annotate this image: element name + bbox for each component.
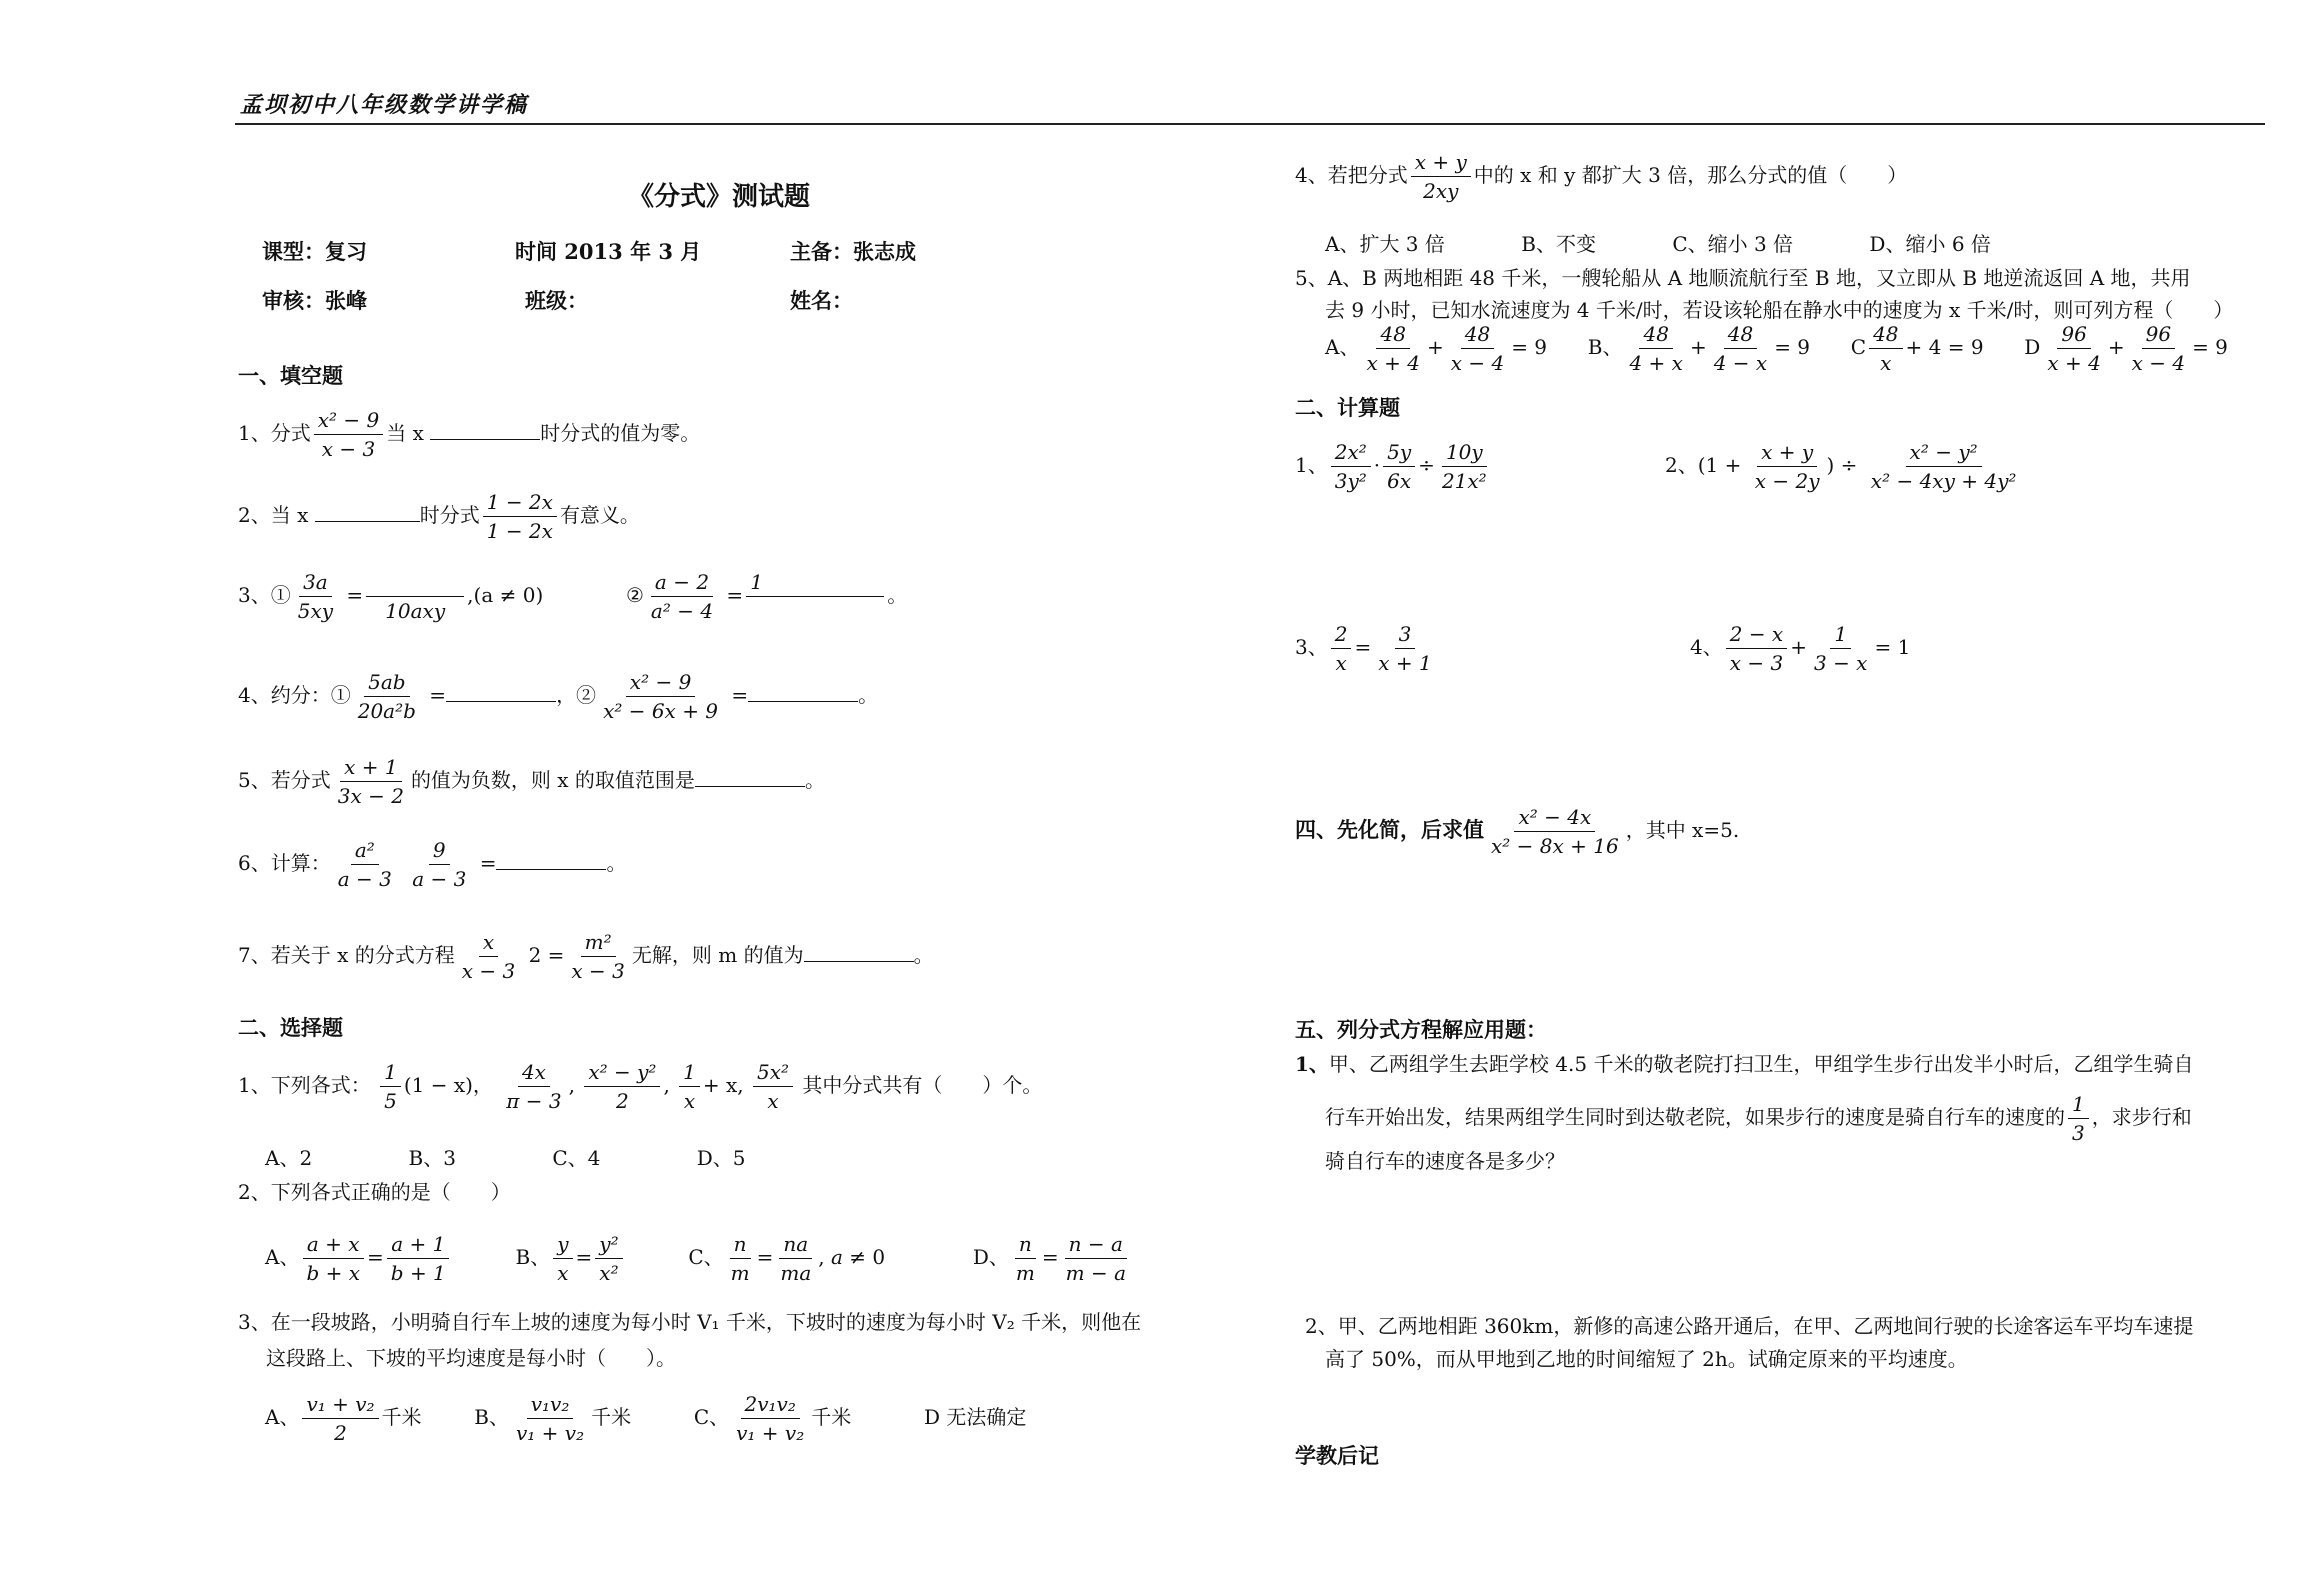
c2-option-d[interactable]: D、 $\frac{n}{m}$ = $\frac{n - a}{m - a}$ — [972, 1232, 1126, 1285]
c1-option-d[interactable]: D、5 — [696, 1146, 746, 1170]
c1-option-a[interactable]: A、2 — [265, 1146, 313, 1170]
r4-option-c[interactable]: C、缩小 3 倍 — [1672, 232, 1794, 256]
app-2-line2: 高了 50%，而从甲地到乙地的时间缩短了 2h。试确定原来的平均速度。 — [1325, 1347, 1968, 1371]
q3-eq1: = — [346, 583, 364, 607]
q3-den1b: 10axy — [385, 599, 446, 623]
q3-frac1 — [294, 570, 337, 623]
c3-option-d[interactable]: D 无法确定 — [923, 1405, 1027, 1429]
q7-frac2 — [567, 930, 628, 983]
r5-option-d[interactable]: D $\frac{96}{x + 4}$ + $\frac{96}{x - 4}$ = 9 — [2024, 322, 2228, 375]
q6-den2: a − 3 — [412, 867, 467, 891]
meta-course-type: 课型：复习 — [262, 239, 367, 264]
r5-option-a[interactable]: A、 $\frac{48}{x + 4}$ + $\frac{48}{x - 4}$ = 9 — [1325, 322, 1548, 375]
q7-post: 无解，则 m 的值为 — [631, 943, 804, 967]
c1-options — [265, 1142, 835, 1171]
q6-answer-blank[interactable] — [496, 851, 606, 870]
q1-den: x − 3 — [321, 437, 376, 461]
c3-option-b[interactable]: B、 $\frac{\text{v₁v₂}}{\text{v₁ + v₂}}$ 千米 — [474, 1392, 632, 1445]
c2-option-a[interactable]: A、 $\frac{a + x}{b + x}$ = $\frac{a + 1}{b + 1}$ — [265, 1245, 453, 1269]
meta-reviewer: 审核：张峰 — [262, 288, 367, 313]
question-3: 3、① $\frac{3a}{5xy}$ = 10axy ,(a ≠ 0) ② $\frac{a - 2}{\text{a² − 4}}$ = 1 。 — [238, 570, 908, 623]
q3-cond: ,(a ≠ 0) — [467, 583, 544, 607]
q6-pre: 6、计算： — [238, 851, 331, 875]
r4-option-a[interactable]: A、扩大 3 倍 — [1325, 232, 1445, 256]
app-1-line2: 行车开始出发，结果两组学生同时到达敬老院，如果步行的速度是骑自行车的速度的 $\frac{1}{3}$ ，求步行和 — [1325, 1092, 2192, 1145]
q7-num1: x — [479, 930, 498, 957]
r4-options — [1325, 228, 1991, 257]
q7-answer-blank[interactable] — [804, 943, 914, 962]
q4-mid: ，② — [556, 683, 597, 707]
q4-frac1 — [354, 670, 420, 723]
question-4: 4、约分：① $\frac{5ab}{\text{20a²b}}$ = ，② $\frac{\text{x² − 9}}{\text{x² − 6x + 9}}$ = 。 — [238, 670, 879, 723]
q2-post: 有意义。 — [559, 503, 640, 527]
q4-pre: 4、约分：① — [238, 683, 351, 707]
q7-end: 。 — [913, 943, 934, 967]
q1-fraction — [314, 408, 384, 461]
q3-den2: a² − 4 — [650, 599, 714, 623]
q5-num: x + 1 — [340, 755, 401, 782]
q6-post: 。 — [606, 851, 627, 875]
c3-option-a[interactable]: A、 $\frac{\text{v₁ + v₂}}{2}$ 千米 — [265, 1392, 422, 1445]
r5-line2: 去 9 小时，已知水流速度为 4 千米/时，若设该轮船在静水中的速度为 x 千米/时，则可列方程（ ） — [1325, 298, 2234, 322]
r4-option-d[interactable]: D、缩小 6 倍 — [1869, 232, 1991, 256]
q3-pre2: ② — [625, 583, 644, 607]
q7-pre: 7、若关于 x 的分式方程 — [238, 943, 455, 967]
q4-den1: 20a²b — [357, 699, 416, 723]
q5-fraction — [334, 755, 408, 808]
r4-fraction: $\frac{x + y}{2xy}$ — [1411, 150, 1471, 203]
q3-frac2 — [647, 570, 717, 623]
c1-frac-c: $\frac{\text{x² − y²}}{2}$ — [584, 1060, 660, 1113]
q1-mid: 当 x — [386, 421, 424, 445]
c3-option-c[interactable]: C、 $\frac{\text{2v₁v₂}}{\text{v₁ + v₂}}$ 千米 — [693, 1392, 852, 1445]
q3-num1b-blank[interactable] — [366, 570, 464, 597]
q4-den2: x² − 6x + 9 — [603, 699, 719, 723]
page-header: 孟坝初中八年级数学讲学稿 — [240, 92, 529, 118]
question-1 — [238, 408, 700, 461]
meta-name: 姓名： — [790, 288, 853, 313]
q4-frac2 — [599, 670, 722, 723]
postscript-heading: 学教后记 — [1295, 1443, 1379, 1468]
q5-pre: 5、若分式 — [238, 768, 331, 792]
q7-den2: x − 3 — [571, 959, 625, 983]
c1-text: 1、下列各式： — [238, 1073, 371, 1097]
choice-1: 1、下列各式： $\frac{1}{5}$ (1 − x)， $\frac{4x}{\pi - 3}$ , $\frac{\text{x² − y²}}{2}$ , $\frac{1}{x}$ + x, $\frac{\text{5x²}}{x}$ 其中分式共有（ ）个。 — [238, 1060, 1043, 1113]
c3-options — [265, 1392, 1026, 1445]
question-6: 6、计算： $\frac{\text{a²}}{a - 3}$ $\frac{9}{a - 3}$ = 。 — [238, 838, 627, 891]
q5-answer-blank[interactable] — [695, 768, 805, 787]
q7-num2: m² — [581, 930, 616, 957]
q6-num2: 9 — [429, 838, 450, 865]
q2-fraction — [483, 490, 557, 543]
section-application: 五、列分式方程解应用题： — [1295, 1017, 1547, 1042]
q3-num1: 3a — [299, 570, 332, 597]
r5-line1: 5、A、B 两地相距 48 千米，一艘轮船从 A 地顺流航行至 B 地，又立即从 B 地逆流返回 A 地，共用 — [1295, 266, 2191, 290]
choice-3-line1: 3、在一段坡路，小明骑自行车上坡的速度为每小时 V₁ 千米，下坡时的速度为每小时 V₂ 千米，则他在 — [238, 1310, 1142, 1334]
q6-den1: a − 3 — [337, 867, 392, 891]
q2-answer-blank[interactable] — [315, 503, 420, 522]
choice-2: 2、下列各式正确的是（ ） — [238, 1180, 511, 1204]
c1-post: 其中分式共有（ ）个。 — [802, 1073, 1043, 1097]
q4-answer1-blank[interactable] — [446, 683, 556, 702]
section-simplify: 四、先化简，后求值 $\frac{\text{x² − 4x}}{\text{x² − 8x + 16}}$ ，其中 x=5. — [1295, 805, 1740, 858]
q3-frac1b — [366, 570, 464, 623]
q2-pre: 2、当 x — [238, 503, 309, 527]
meta-class: 班级： — [525, 288, 588, 313]
c2-options — [265, 1232, 1133, 1285]
q4-answer2-blank[interactable] — [748, 683, 858, 702]
calc-2: 2、(1 + $\frac{x + y}{x - 2y}$ ) ÷ $\frac{\text{x² − y²}}{\text{x² − 4xy + 4y²}}$ — [1665, 440, 2017, 493]
r5-option-b[interactable]: B、 $\frac{48}{4 + x}$ + $\frac{48}{4 - x}$ = 9 — [1587, 322, 1811, 375]
section-choice: 二、选择题 — [238, 1015, 343, 1040]
q3-num2: a − 2 — [651, 570, 713, 597]
c1-option-b[interactable]: B、3 — [408, 1146, 456, 1170]
q5-end: 。 — [804, 768, 825, 792]
q1-post: 时分式的值为零。 — [540, 421, 701, 445]
c2-option-c[interactable]: C、 $\frac{n}{m}$ = $\frac{na}{ma}$ , a ≠ 0 — [688, 1232, 886, 1285]
q3-post: 。 — [887, 583, 908, 607]
q1-answer-blank[interactable] — [430, 421, 540, 440]
c2-option-b[interactable]: B、 $\frac{y}{x}$ = $\frac{\text{y²}}{\text{x²}}$ — [516, 1245, 626, 1269]
question-2 — [238, 490, 640, 543]
app-1-line3: 骑自行车的速度各是多少？ — [1325, 1149, 1565, 1173]
q3-frac2b — [746, 570, 884, 623]
q3-den2b-blank[interactable] — [746, 597, 884, 623]
c1-frac-b: $\frac{4x}{\pi - 3}$ — [506, 1060, 562, 1113]
section-calc: 二、计算题 — [1295, 395, 1400, 420]
q2-num: 1 − 2x — [483, 490, 557, 517]
q3-den1: 5xy — [297, 599, 334, 623]
page-title: 《分式》测试题 — [628, 182, 811, 212]
app-1-line1: 1、甲、乙两组学生去距学校 4.5 千米的敬老院打扫卫生，甲组学生步行出发半小时后，乙组学生骑自 — [1295, 1052, 2194, 1076]
r5-options — [1325, 322, 2228, 375]
calc-3: 3、 $\frac{2}{x}$ = $\frac{3}{x + 1}$ — [1295, 622, 1432, 675]
calc-1: 1、 $\frac{\text{2x²}}{\text{3y²}}$ · $\frac{5y}{6x}$ ÷ $\frac{10y}{\text{21x²}}$ — [1295, 440, 1487, 493]
q7-den1: x − 3 — [461, 959, 516, 983]
q6-num1: a² — [351, 838, 379, 865]
q6-frac2 — [408, 838, 470, 891]
r4-option-b[interactable]: B、不变 — [1521, 232, 1596, 256]
c1-frac-d: $\frac{1}{x}$ — [679, 1060, 700, 1113]
question-7 — [238, 930, 934, 983]
q6-frac1 — [334, 838, 396, 891]
q4-post: 。 — [858, 683, 879, 707]
c1-option-c[interactable]: C、4 — [552, 1146, 601, 1170]
q2-den: 1 − 2x — [486, 519, 553, 543]
meta-editor: 主备：张志成 — [790, 239, 916, 264]
q5-post: 的值为负数，则 x 的取值范围是 — [410, 768, 695, 792]
r5-option-c[interactable]: C $\frac{48}{x}$ + 4 = 9 — [1850, 322, 1984, 375]
header-rule — [235, 123, 2265, 125]
calc-4: 4、 $\frac{2 - x}{x - 3}$ + $\frac{1}{3 - x}$ = 1 — [1690, 622, 1911, 675]
r-question-4: 4、若把分式 $\frac{x + y}{2xy}$ 中的 x 和 y 都扩大 3 倍，那么分式的值（ ） — [1295, 150, 1908, 203]
q4-num1: 5ab — [364, 670, 409, 697]
app-2-line1: 2、甲、乙两地相距 360km，新修的高速公路开通后，在甲、乙两地间行驶的长途客运车平均车速提 — [1305, 1314, 2194, 1338]
q4-num2: x² − 9 — [626, 670, 696, 697]
q3-num2b: 1 — [746, 570, 884, 597]
q3-pre: 3、① — [238, 583, 291, 607]
q7-mid: 2 = — [528, 943, 565, 967]
question-5 — [238, 755, 825, 808]
c1-frac-e: $\frac{\text{5x²}}{x}$ — [753, 1060, 793, 1113]
q5-den: 3x − 2 — [337, 784, 404, 808]
q2-mid: 时分式 — [419, 503, 480, 527]
meta-time: 时间 2013 年 3 月 — [515, 239, 702, 264]
choice-3-line2: 这段路上、下坡的平均速度是每小时（ ）。 — [266, 1346, 676, 1370]
c1-frac-a: $\frac{1}{5}$ — [380, 1060, 401, 1113]
q7-frac1 — [458, 930, 519, 983]
q1-pre: 1、分式 — [238, 421, 311, 445]
q1-num: x² − 9 — [314, 408, 384, 435]
section-fill-in: 一、填空题 — [238, 363, 343, 388]
